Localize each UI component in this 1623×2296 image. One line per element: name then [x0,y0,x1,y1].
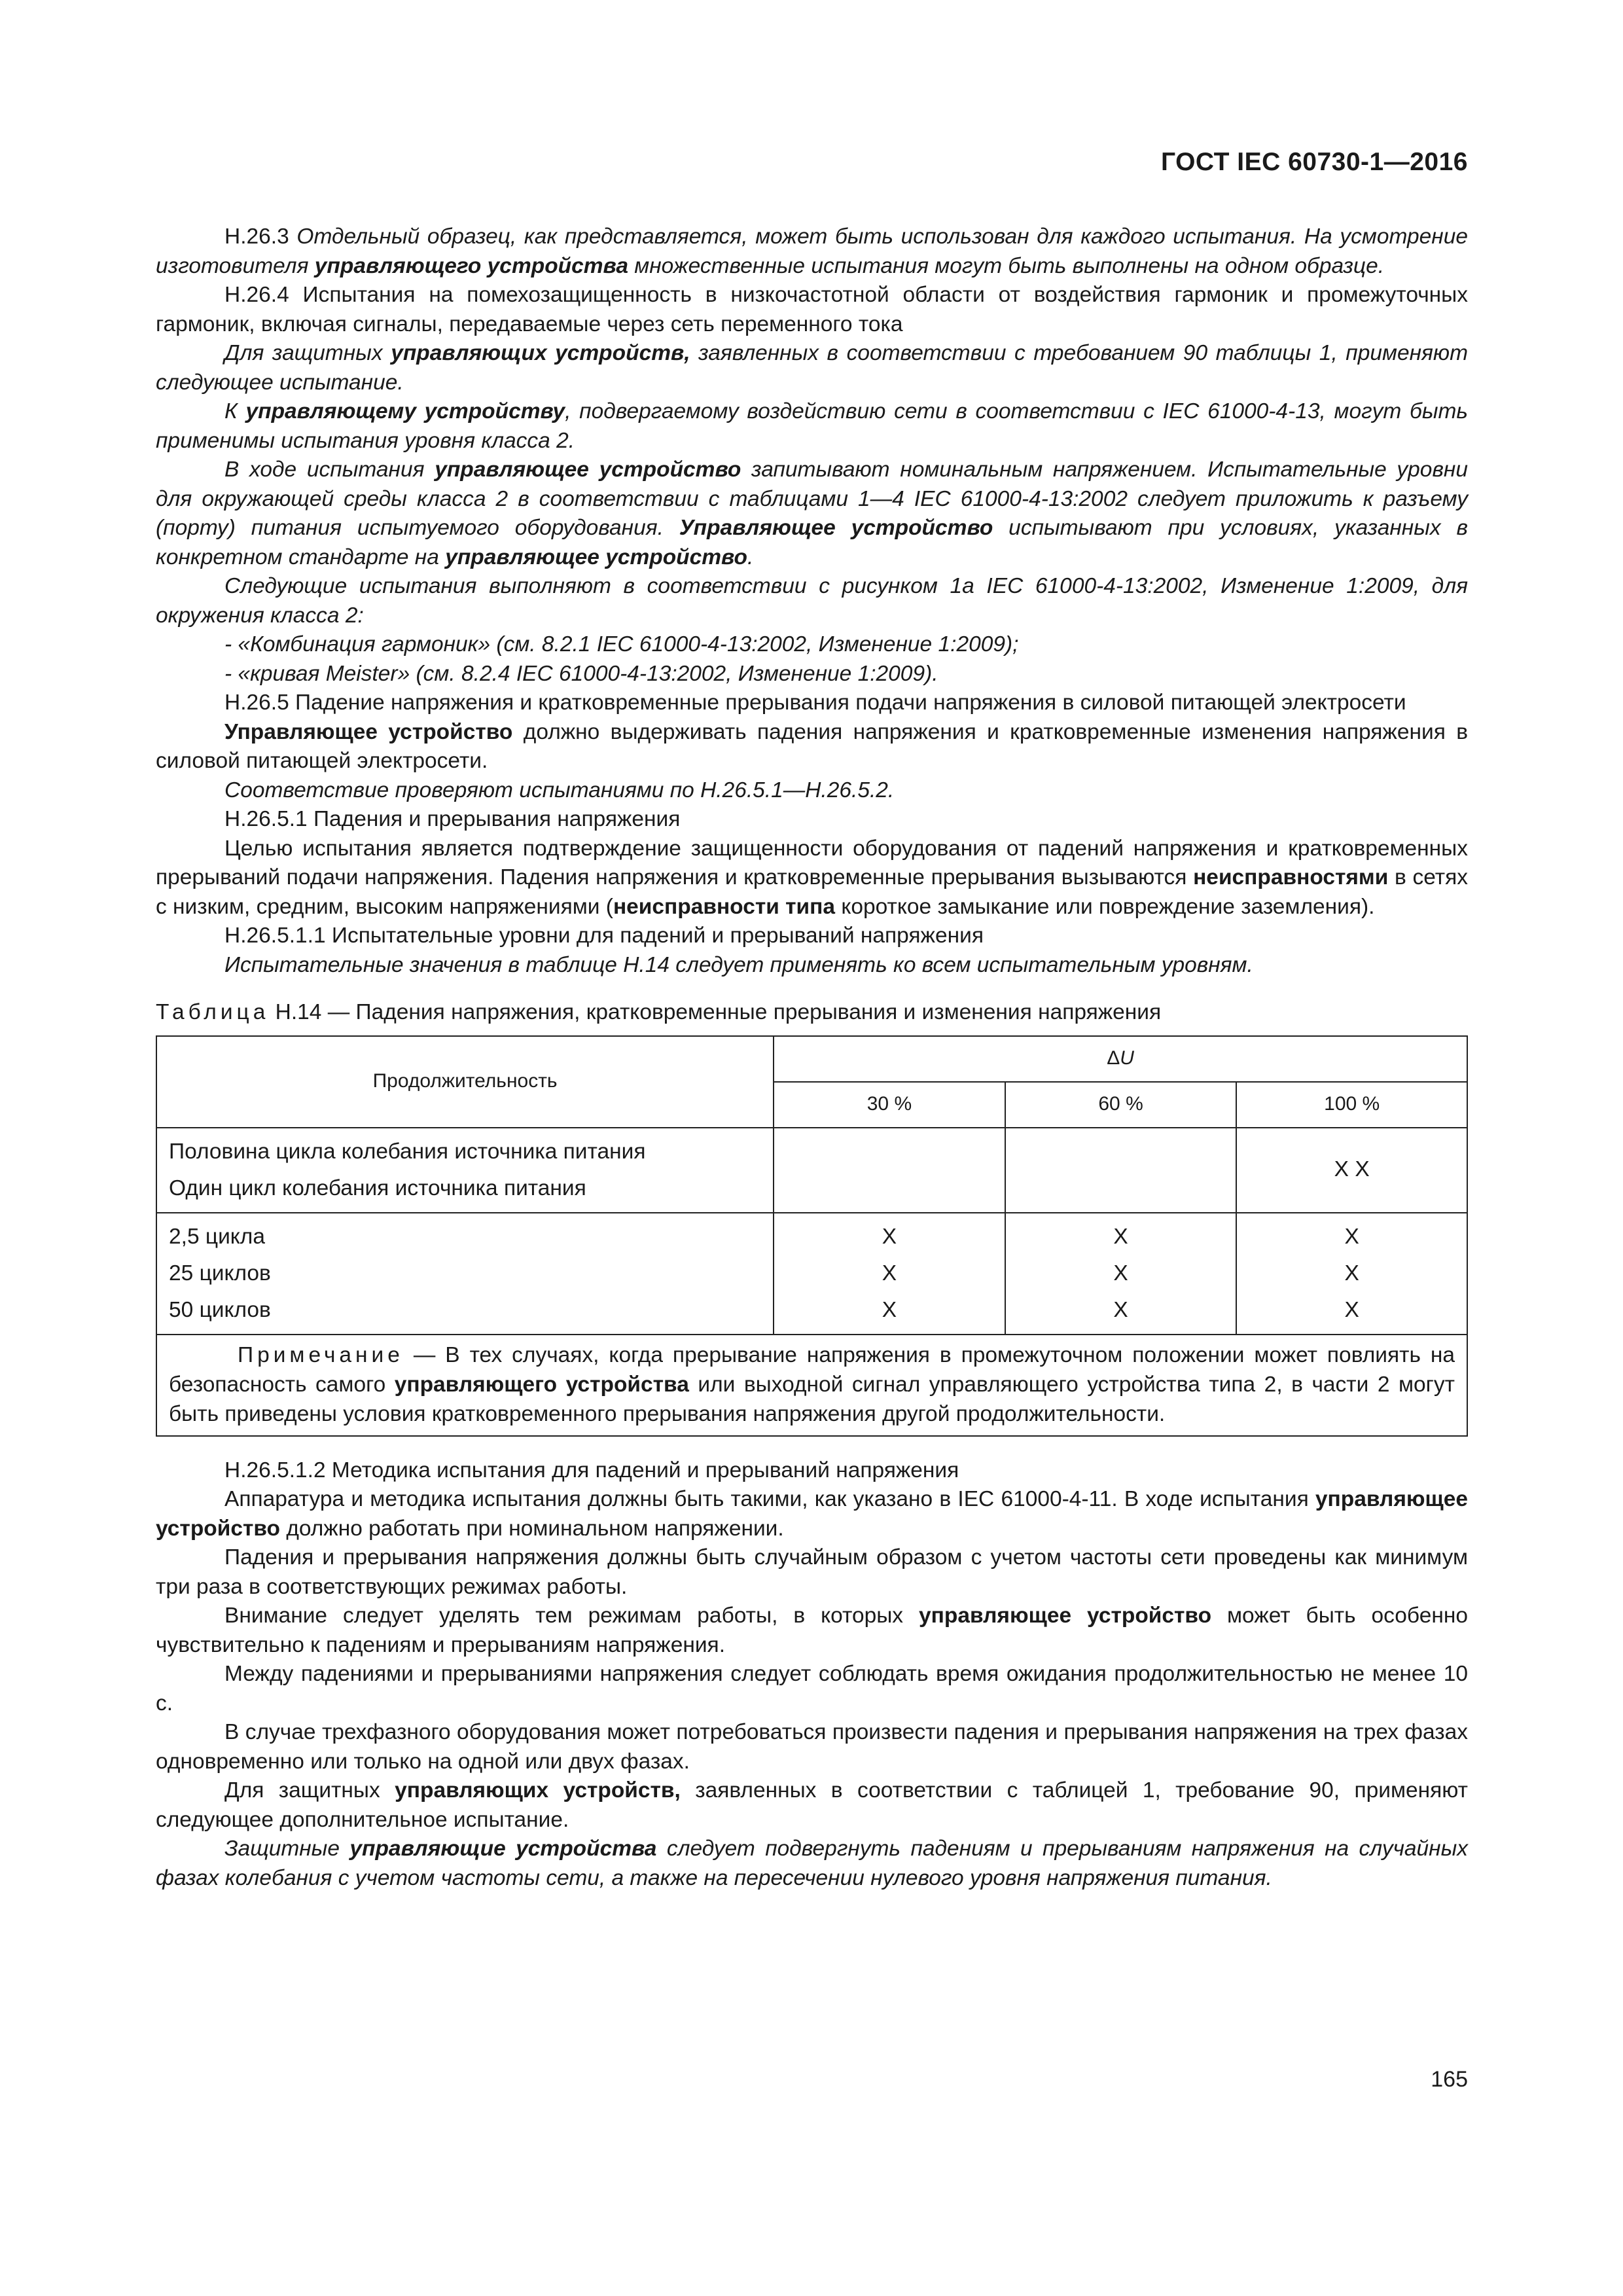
table-head-duration: Продолжительность [156,1036,774,1128]
text-run: или выходной сигнал управляющего устройства типа 2, в части 2 могут быть приведены условия кратковременного прерывания напряжения другой продолжительности. [169,1372,1455,1426]
text-run: H.26.5.1.2 Методика испытания для падений и прерываний напряжения [224,1458,959,1482]
text-run: следует подвергнуть падениям и прерываниям напряжения на случайных фазах колебания с учетом частоты сети, а также на пересечении нулевого уровня напряжения питания. [156,1837,1469,1890]
text-run: H.26.5.1 Падения и прерывания напряжения [224,807,681,831]
table-cell-empty [1005,1128,1237,1213]
paragraph [156,776,1468,806]
paragraph [156,1456,1468,1486]
mark: X [1113,1224,1128,1249]
text-run: . [747,545,754,569]
table-cell-empty [774,1128,1005,1213]
text-run: управляющих устройств, [395,1778,681,1803]
paragraph [156,281,1468,339]
page-number: 165 [1431,2067,1468,2092]
table-head-col-100: 100 % [1236,1082,1467,1128]
text-run: — В тех случаях, когда прерывание напряжения в промежуточном положении может повлиять на безопасность самого [169,1342,1455,1397]
paragraph [156,630,1468,660]
text-run: заявленных в соответствии с таблицей 1, требование 90, применяют следующее дополнительное испытание. [156,1778,1468,1832]
mark: X [882,1224,897,1249]
text-run: заявленных в соответствии с требованием 90 таблицы 1, применяют следующее испытание. [156,341,1468,395]
paragraph [156,572,1468,630]
text-run: Для защитных [224,1778,395,1803]
text-run: К [224,399,246,423]
text-run: Отдельный образец, как представляется, может быть использован для каждого испытания. На усмотрение изготовителя [156,224,1468,278]
text-run: H.26.5.1.1 Испытательные уровни для падений и прерываний напряжения [224,924,984,948]
text-run: управляющее устройство [919,1604,1212,1628]
table-head-col-30: 30 % [774,1082,1005,1128]
mark: X [1344,1261,1359,1285]
text-run: H.26.4 Испытания на помехозащищенность в низкочастотной области от воздействия гармоник и промежуточных гармоник, включая сигналы, передаваемые через сеть переменного тока [156,283,1468,336]
text-run: управляющие устройства [349,1837,657,1861]
table-head-delta-u [774,1036,1467,1082]
mark: X [1113,1261,1128,1285]
paragraph [156,951,1468,980]
paragraph [156,660,1468,689]
table-cell-marks-60 [1005,1213,1237,1335]
paragraphs-after-table [156,1456,1468,1893]
mark: X [1113,1297,1128,1322]
table-cell-labels-1 [156,1128,774,1213]
text-run: H.26.5 Падение напряжения и кратковременные прерывания подачи напряжения в силовой питающей электросети [224,691,1406,715]
delta-symbol: Δ [1107,1047,1120,1069]
table-caption [156,998,1468,1028]
text-run: Следующие испытания выполняют в соответствии с рисунком 1a IEC 61000-4-13:2002, Изменение 1:2009, для окружения класса 2: [156,574,1468,628]
text-run: короткое замыкание или повреждение заземления). [835,894,1375,919]
paragraph [156,1718,1468,1776]
text-run: управляющее устройство [445,545,747,569]
document-body [156,223,1468,1893]
text-run: управляющего устройства [314,253,628,278]
paragraph [156,223,1468,281]
text-run: управляющее устройство [156,1487,1468,1541]
text-run: Между падениями и прерываниями напряжения следует соблюдать время ожидания продолжительностью не менее 10 с. [156,1662,1468,1715]
row-label: Половина цикла колебания источника питания [169,1139,646,1164]
paragraph [156,834,1468,922]
text-run: Аппаратура и методика испытания должны быть такими, как указано в IEC 61000-4-11. В ходе испытания [224,1487,1315,1511]
document-header: ГОСТ IEC 60730-1—2016 [1160,148,1468,176]
row-label: 25 циклов [169,1261,271,1285]
text-run: управляющего устройства [394,1372,689,1397]
table-head-col-60: 60 % [1005,1082,1237,1128]
delta-u-label: U [1120,1047,1134,1069]
mark: X [882,1261,897,1285]
table-note [156,1335,1467,1436]
paragraph [156,1835,1468,1893]
text-run: , подвергаемому воздействию сети в соответствии с IEC 61000-4-13, могут быть применимы испытания уровня класса 2. [156,399,1468,453]
row-label: 50 циклов [169,1297,271,1322]
text-run: управляющих устройств, [391,341,690,365]
text-run: запитывают номинальным напряжением. Испытательные уровни для окружающей среды класса 2 в соответствии с таблицами 1—4 IEC 61000-4-13:2002 следует приложить к разъему (порту) питания испытуемого оборудования. [156,457,1468,540]
text-run: В случае трехфазного оборудования может потребоваться произвести падения и прерывания напряжения на трех фазах одновременно или только на одной или двух фазах. [156,1720,1468,1774]
text-run: неисправностями [1193,865,1389,889]
text-run: множественные испытания могут быть выполнены на одном образце. [628,253,1385,278]
paragraph [156,718,1468,776]
paragraph [156,397,1468,456]
table-cell-marks-30 [774,1213,1005,1335]
table-caption-label: Таблица [156,1000,270,1024]
text-run: неисправности типа [613,894,836,919]
paragraph [156,1776,1468,1835]
text-run: Для защитных [224,341,391,365]
text-run: управляющее устройство [435,457,741,482]
text-run: Испытательные значения в таблице H.14 следует применять ко всем испытательным уровням. [224,952,1253,977]
text-run: должно выдерживать падения напряжения и кратковременные изменения напряжения в силовой питающей электросети. [156,719,1469,773]
text-run: H.26.3 [224,224,297,249]
paragraph [156,922,1468,951]
text-run: Защитные [224,1837,350,1861]
mark: X [882,1297,897,1322]
text-run: Целью испытания является подтверждение защищенности оборудования от падений напряжения и кратковременных прерываний подачи напряжения. Падения напряжения и кратковременные прерывания вызываются [156,836,1468,889]
paragraph [156,805,1468,834]
text-run: Соответствие проверяют испытаниями по H.26.5.1—H.26.5.2. [224,778,895,802]
document-page [156,0,1468,2296]
text-run: Управляющее устройство [679,516,993,540]
text-run: управляющему устройству [245,399,565,423]
table-cell-mark: X X [1236,1128,1467,1213]
text-run: Управляющее устройство [224,719,513,744]
paragraph [156,1543,1468,1602]
text-run: В ходе испытания [224,457,435,482]
data-table [156,1035,1468,1437]
table-caption-text: H.14 — Падения напряжения, кратковременные прерывания и изменения напряжения [269,1000,1162,1024]
text-run: - «кривая Meister» (см. 8.2.4 IEC 61000-4-13:2002, Изменение 1:2009). [224,661,938,686]
paragraph [156,1602,1468,1660]
paragraphs-before-table [156,223,1468,980]
mark: X [1344,1297,1359,1322]
paragraph [156,1485,1468,1543]
text-run: Падения и прерывания напряжения должны быть случайным образом с учетом частоты сети проведены как минимум три раза в соответствующих режимах работы. [156,1545,1468,1599]
note-label: Примечание [238,1342,404,1367]
table-cell-labels-2 [156,1213,774,1335]
paragraph [156,1660,1468,1718]
mark: X [1344,1224,1359,1249]
paragraph [156,689,1468,718]
text-run: испытывают при условиях, указанных в конкретном стандарте на [156,516,1468,569]
table-row-group-2 [156,1213,1467,1335]
text-run: может быть особенно чувствительно к падениям и прерываниям напряжения. [156,1604,1468,1657]
row-label: 2,5 цикла [169,1224,265,1249]
paragraph [156,456,1468,572]
table-cell-marks-100 [1236,1213,1467,1335]
table-row-group-1 [156,1128,1467,1213]
text-run: Внимание следует уделять тем режимам работы, в которых [224,1604,919,1628]
text-run: должно работать при номинальном напряжении. [280,1516,784,1541]
paragraph [156,339,1468,397]
row-label: Один цикл колебания источника питания [169,1175,586,1200]
text-run: в сетях с низким, средним, высоким напряжениями ( [156,865,1468,919]
text-run: - «Комбинация гармоник» (см. 8.2.1 IEC 61000-4-13:2002, Изменение 1:2009); [224,632,1019,656]
